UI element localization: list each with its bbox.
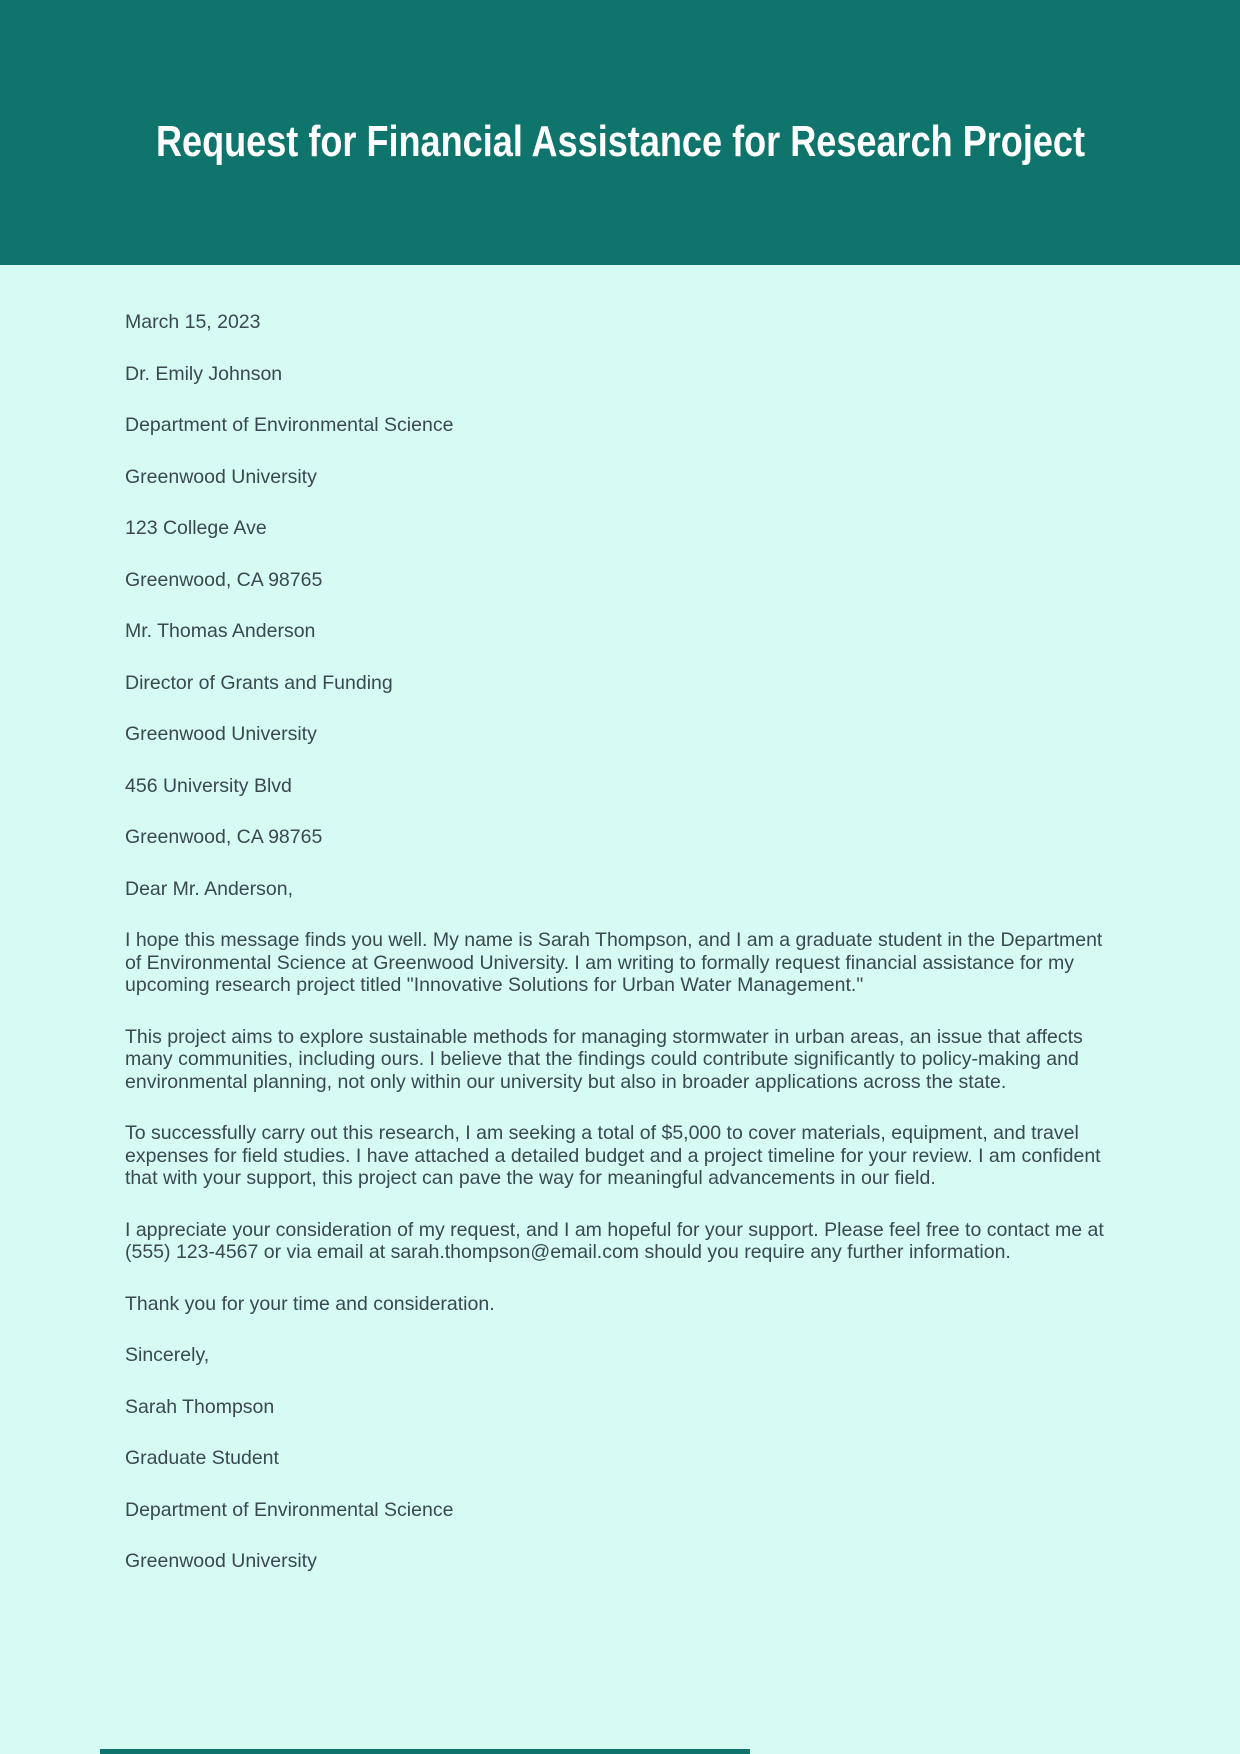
letter-header-banner bbox=[0, 0, 1240, 265]
address2-organization: Greenwood University bbox=[125, 723, 317, 745]
signature-role: Graduate Student bbox=[125, 1447, 279, 1469]
address1-name: Dr. Emily Johnson bbox=[125, 362, 283, 385]
signature-name: Sarah Thompson bbox=[125, 1395, 275, 1418]
letter-title: Request for Financial Assistance for Research Project bbox=[155, 116, 1085, 166]
body-paragraph-project: This project aims to explore sustainable methods for managing stormwater in urban areas, an issue that affects many communities, including ours. I believe that the findings could contribute significantly to policy-making and environmental planning, not only within our university but also in broader applications across the state. bbox=[125, 1025, 1083, 1093]
signature-organization: Greenwood University bbox=[125, 1550, 317, 1572]
bottom-accent-strip bbox=[100, 1749, 750, 1754]
thanks-line: Thank you for your time and consideration. bbox=[125, 1292, 495, 1315]
address2-street: 456 University Blvd bbox=[125, 774, 292, 797]
address2-name: Mr. Thomas Anderson bbox=[125, 620, 316, 642]
address1-department: Department of Environmental Science bbox=[125, 414, 454, 436]
salutation: Dear Mr. Anderson, bbox=[125, 877, 293, 900]
date-line: March 15, 2023 bbox=[125, 311, 261, 333]
body-paragraph-contact: I appreciate your consideration of my request, and I am hopeful for your support. Please feel free to contact me at (555) 123-4567 or via email at sarah.thompson@email.com should you require any further information. bbox=[125, 1218, 1104, 1263]
address2-city-state-zip: Greenwood, CA 98765 bbox=[125, 826, 323, 848]
address2-title: Director of Grants and Funding bbox=[125, 671, 393, 694]
body-paragraph-intro: I hope this message finds you well. My name is Sarah Thompson, and I am a graduate student in the Department of Environmental Science at Greenwood University. I am writing to formally request financial assistance for my upcoming research project titled "Innovative Solutions for Urban Water Management." bbox=[125, 929, 1103, 996]
address1-street: 123 College Ave bbox=[125, 517, 267, 539]
address1-organization: Greenwood University bbox=[125, 465, 317, 488]
address1-city-state-zip: Greenwood, CA 98765 bbox=[125, 568, 323, 591]
letter-body bbox=[0, 265, 1240, 1573]
body-paragraph-funding: To successfully carry out this research, I am seeking a total of $5,000 to cover materials, equipment, and travel expenses for field studies. I have attached a detailed budget and a project timeline for your review. I am confident that with your support, this project can pave the way for meaningful advancements in our field. bbox=[125, 1122, 1101, 1189]
signature-department: Department of Environmental Science bbox=[125, 1498, 454, 1521]
closing-line: Sincerely, bbox=[125, 1344, 210, 1366]
